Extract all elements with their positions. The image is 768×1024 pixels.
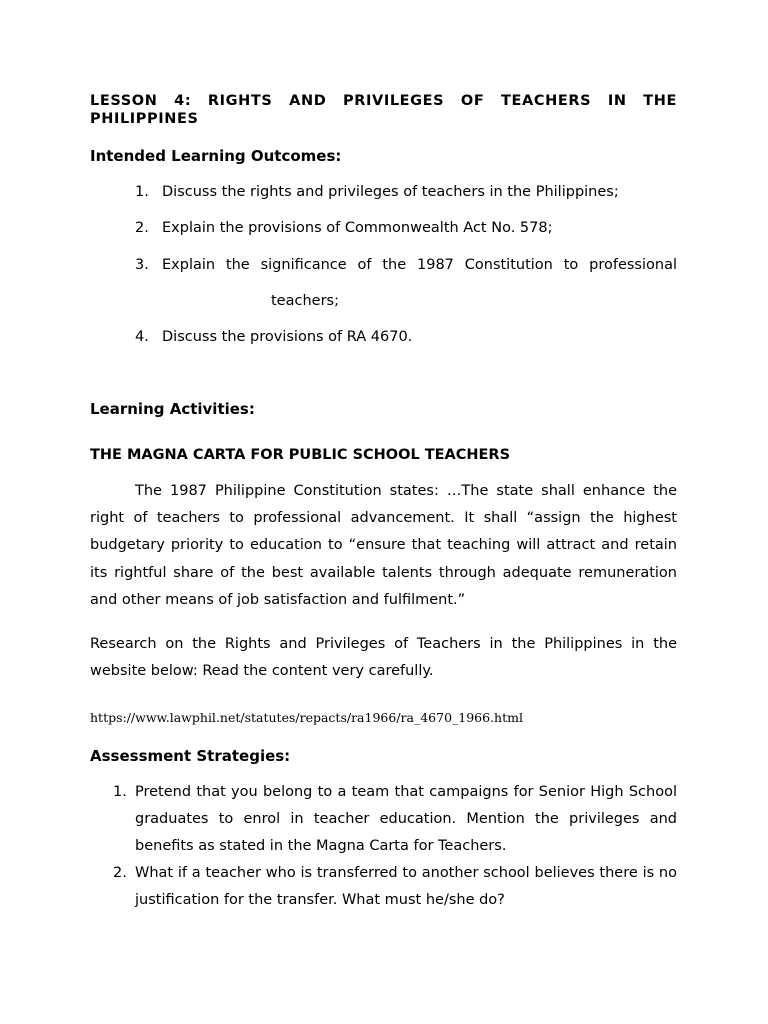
outcome-item-4 <box>135 328 677 346</box>
outcome-number: 2. <box>135 220 149 236</box>
constitution-paragraph: The 1987 Philippine Constitution states: …The state shall enhance the right of teachers to professional advancement. It shall “assign the highest budgetary priority to education to “ensure that teaching will attract and retain its rightful share of the best available talents through adequate remuneration and other means of job satisfaction and fulfilment.” <box>90 483 677 608</box>
outcome-continuation: teachers; <box>271 293 339 309</box>
outcome-number: 3. <box>135 257 149 273</box>
assessment-heading: Assessment Strategies: <box>90 747 291 765</box>
assessment-text: What if a teacher who is transferred to another school believes there is no justification for the transfer. What must he/she do? <box>135 865 677 909</box>
outcomes-heading: Intended Learning Outcomes: <box>90 147 342 165</box>
outcome-text: Explain the significance of the 1987 Constitution to professional <box>162 257 677 273</box>
magna-carta-heading: THE MAGNA CARTA FOR PUBLIC SCHOOL TEACHERS <box>90 447 511 463</box>
lawphil-link[interactable]: https://www.lawphil.net/statutes/repacts/ra1966/ra_4670_1966.html <box>90 710 523 725</box>
outcome-item-3 <box>135 256 677 274</box>
outcome-number: 1. <box>135 184 149 200</box>
outcome-item-2 <box>135 219 677 237</box>
assessment-text: Pretend that you belong to a team that campaigns for Senior High School graduates to enrol in teacher education. Mention the privileges and benefits as stated in the Magna Carta for Teachers. <box>135 784 677 855</box>
assessment-number: 2. <box>113 865 127 881</box>
outcome-text: Explain the provisions of Commonwealth Act No. 578; <box>162 220 553 236</box>
research-paragraph: Research on the Rights and Privileges of Teachers in the Philippines in the website below: Read the content very carefully. <box>90 636 677 680</box>
activities-heading: Learning Activities: <box>90 400 255 418</box>
assessment-number: 1. <box>113 784 127 800</box>
outcome-text: Discuss the provisions of RA 4670. <box>162 329 413 345</box>
outcome-number: 4. <box>135 329 149 345</box>
outcome-item-1 <box>135 183 677 201</box>
lesson-title: LESSON 4: RIGHTS AND PRIVILEGES OF TEACHERS IN THE PHILIPPINES <box>90 93 677 127</box>
assessment-item-1 <box>113 779 677 861</box>
assessment-item-2 <box>113 860 677 914</box>
outcome-text: Discuss the rights and privileges of teachers in the Philippines; <box>162 184 619 200</box>
